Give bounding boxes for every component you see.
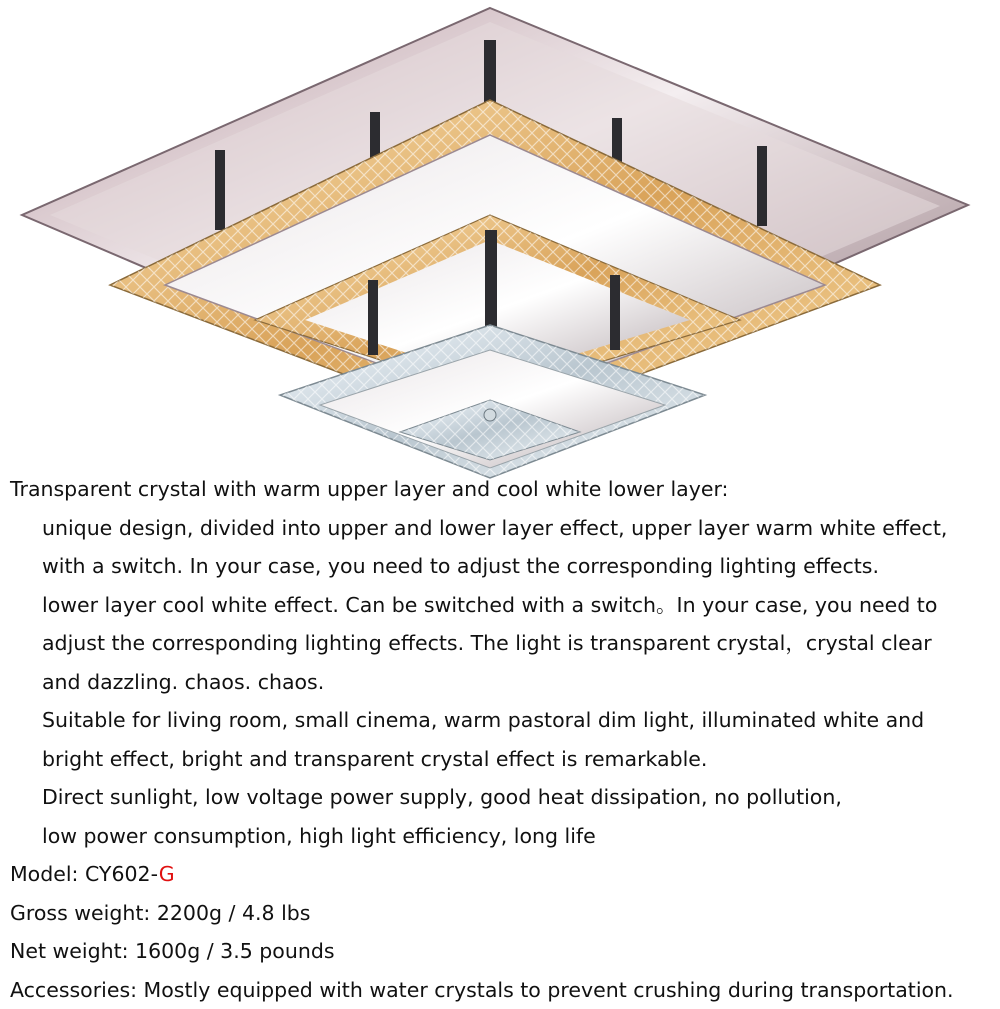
description-line: with a switch. In your case, you need to adjust the corresponding lighting effects. xyxy=(10,547,995,586)
description-line: Suitable for living room, small cinema, warm pastoral dim light, illuminated white and xyxy=(10,701,995,740)
product-description xyxy=(10,470,995,1009)
model-suffix: G xyxy=(159,862,175,886)
description-line: bright effect, bright and transparent crystal effect is remarkable. xyxy=(10,740,995,779)
description-line: and dazzling. chaos. chaos. xyxy=(10,663,995,702)
description-line: low power consumption, high light efficiency, long life xyxy=(10,817,995,856)
description-line: Direct sunlight, low voltage power supply, good heat dissipation, no pollution, xyxy=(10,778,995,817)
crystal-ceiling-lamp-icon xyxy=(0,0,1000,480)
accessories-spec: Accessories: Mostly equipped with water crystals to prevent crushing during transportation. xyxy=(10,971,995,1009)
description-line: unique design, divided into upper and lower layer effect, upper layer warm white effect, xyxy=(10,509,995,548)
model-spec xyxy=(10,855,995,894)
gross-weight-spec: Gross weight: 2200g / 4.8 lbs xyxy=(10,894,995,933)
net-weight-spec: Net weight: 1600g / 3.5 pounds xyxy=(10,932,995,971)
description-heading: Transparent crystal with warm upper layer and cool white lower layer: xyxy=(10,470,995,509)
model-label: Model: CY602- xyxy=(10,862,159,886)
description-line: adjust the corresponding lighting effects. The light is transparent crystal，crystal clear xyxy=(10,624,995,663)
description-line: lower layer cool white effect. Can be switched with a switch。In your case, you need to xyxy=(10,586,995,625)
